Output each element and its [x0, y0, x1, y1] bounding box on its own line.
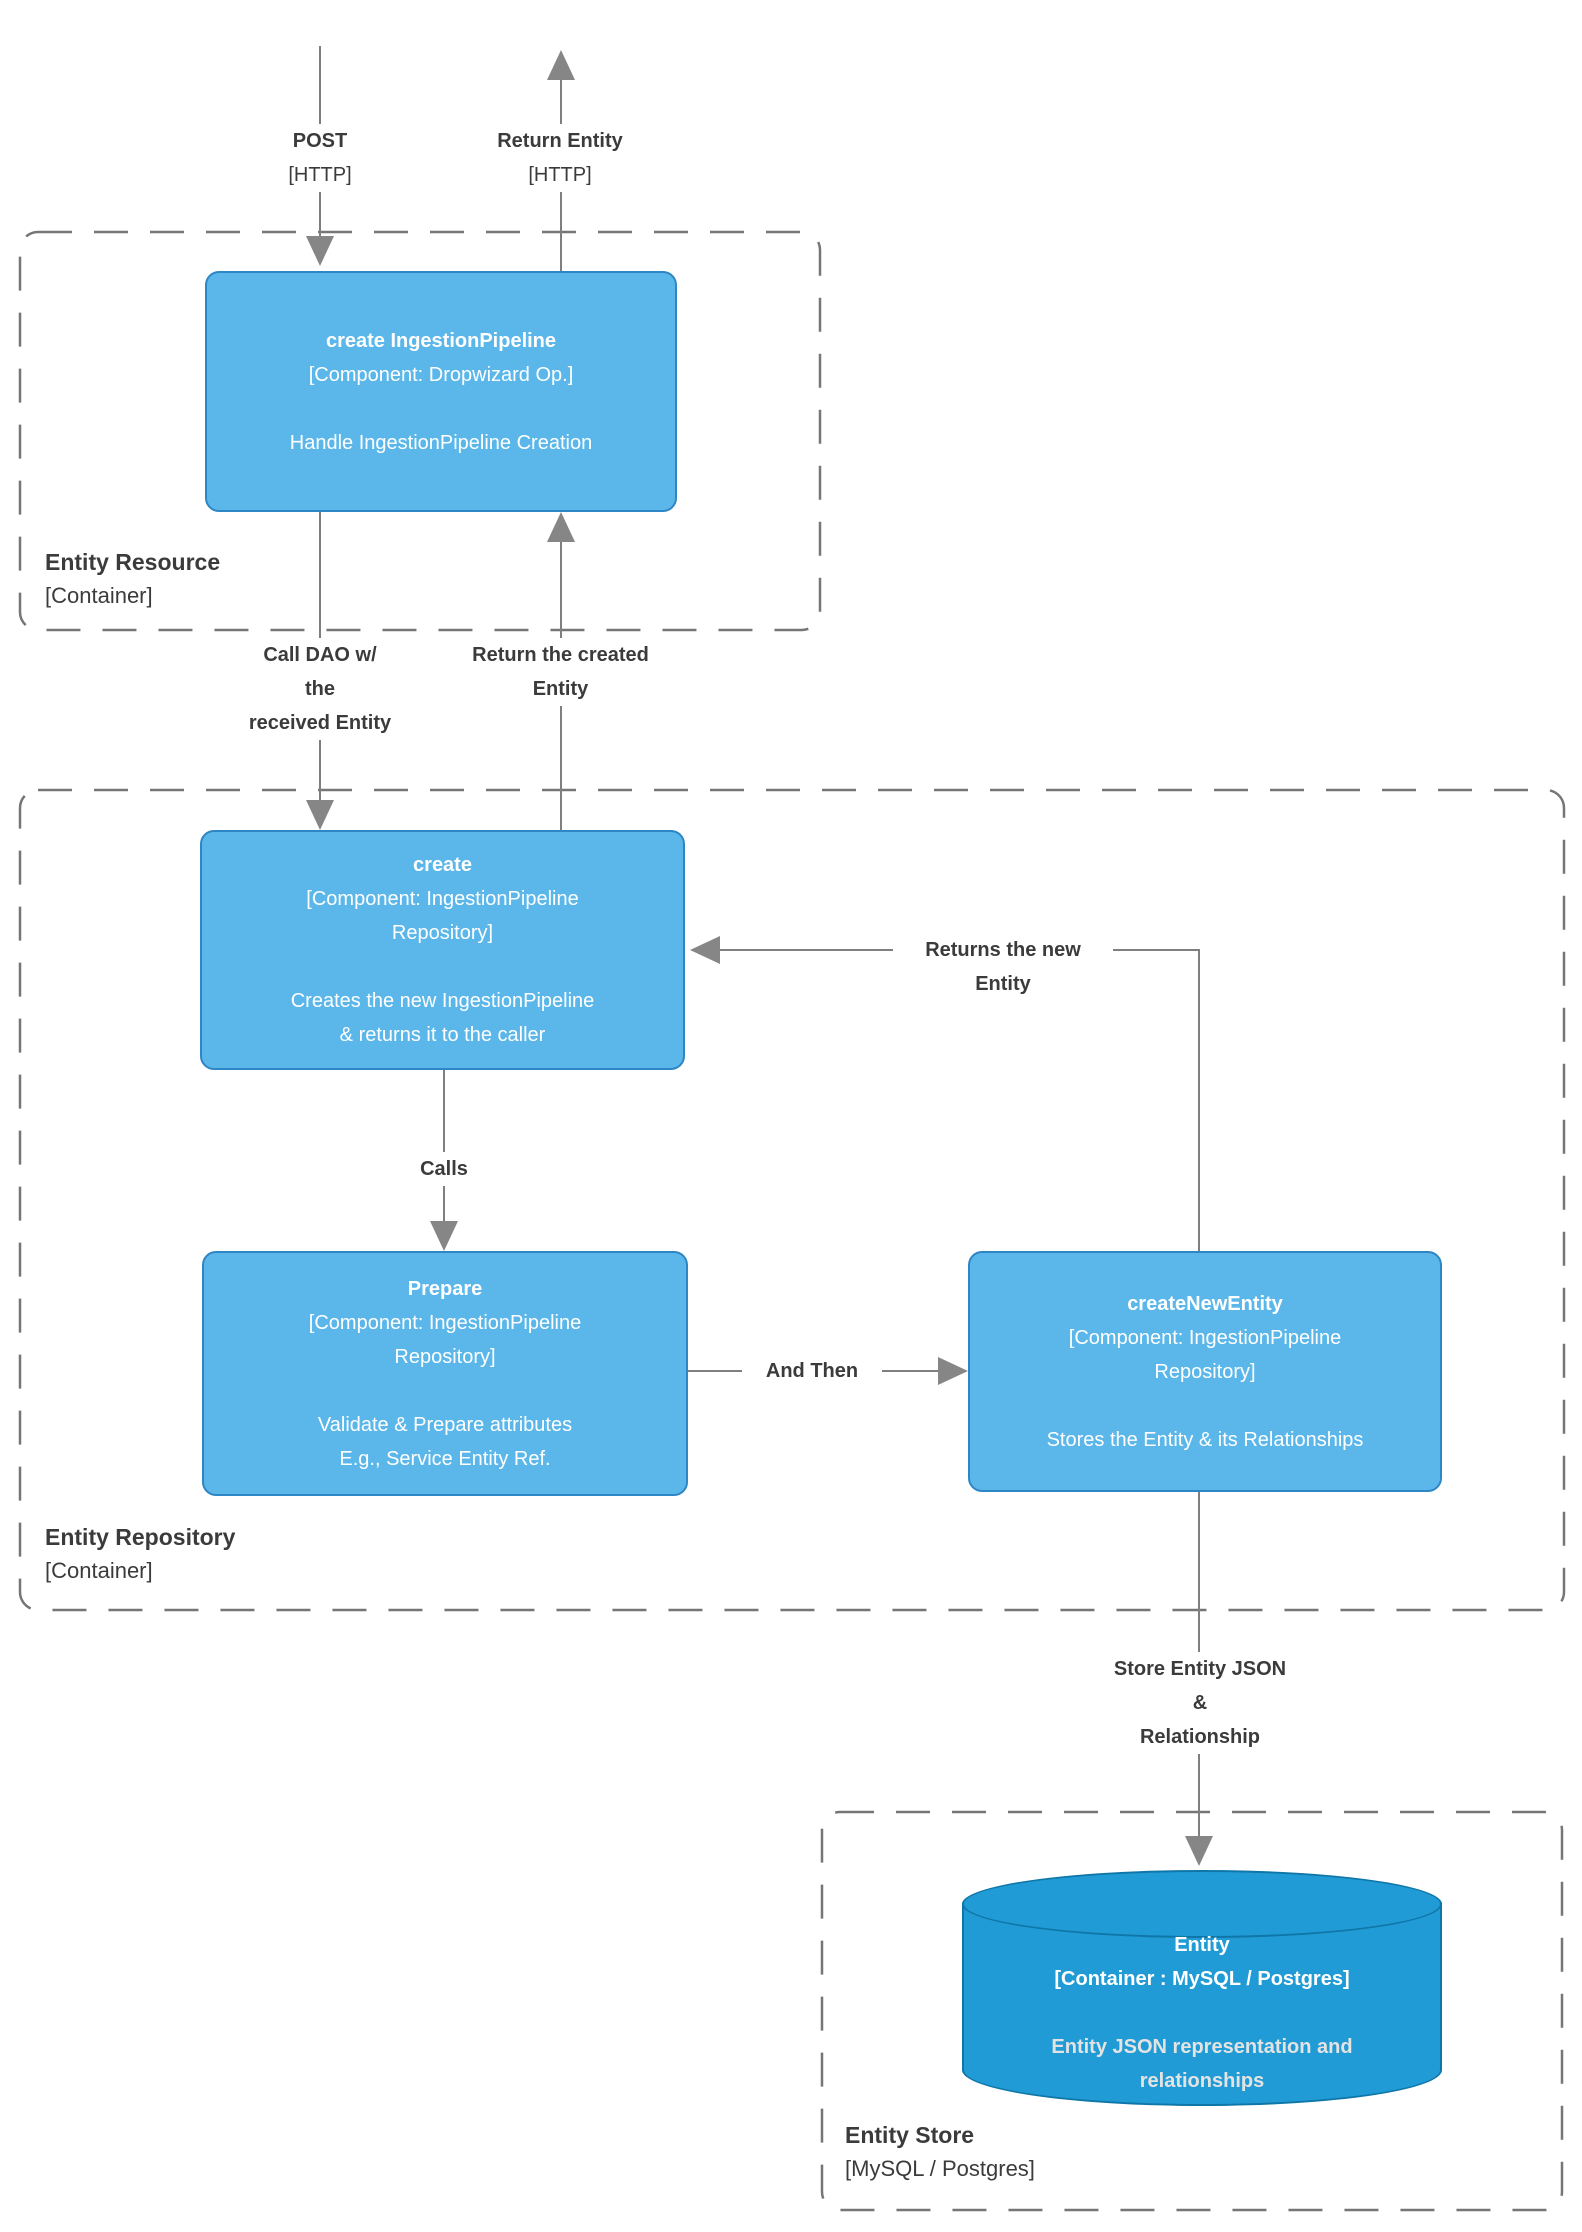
returns-new-arrowhead — [690, 936, 720, 964]
return-entity-edge-label-line1: Return Entity — [497, 130, 623, 152]
prepare-subtitle-line2: Repository] — [394, 1345, 496, 1368]
post-edge-label-line1: POST — [292, 130, 348, 152]
prepare-description-line1: Validate & Prepare attributes — [317, 1413, 573, 1436]
return-created-edge-label — [438, 638, 683, 706]
call-dao-edge-label — [212, 638, 428, 740]
call-dao-edge-label-line1: Call DAO w/ — [263, 644, 377, 666]
create-subtitle-line1: [Component: IngestionPipeline — [306, 888, 579, 910]
calls-arrowhead — [430, 1221, 458, 1251]
create-ingestion-pipeline-description: Handle IngestionPipeline Creation — [289, 431, 593, 454]
create-ingestion-pipeline-component — [205, 271, 677, 512]
prepare-subtitle-line1: [Component: IngestionPipeline — [308, 1311, 582, 1334]
entity-resource-type: [Container] — [45, 583, 153, 608]
and-then-edge-label: And Then — [742, 1354, 882, 1388]
entity-database-description-line1: Entity JSON representation and — [1051, 2036, 1353, 2058]
create-subtitle-line2: Repository] — [391, 922, 494, 944]
returns-new-edge-label-line1: Returns the new — [925, 939, 1081, 961]
create-new-entity-subtitle-line1: [Component: IngestionPipeline — [1068, 1326, 1342, 1349]
entity-store-type: [MySQL / Postgres] — [845, 2156, 1035, 2181]
return-created-edge-label-line2: Entity — [532, 678, 589, 700]
entity-resource-label — [45, 545, 220, 613]
entity-database-spacer — [972, 1996, 1432, 2030]
call-dao-edge-label-line2: the — [305, 678, 335, 700]
prepare-spacer — [214, 1374, 676, 1408]
create-new-entity-component — [968, 1251, 1442, 1492]
create-new-entity-description: Stores the Entity & its Relationships — [1046, 1428, 1364, 1451]
entity-database-description-line2: relationships — [1139, 2070, 1265, 2092]
create-title: create — [413, 854, 472, 876]
call-dao-edge-label-line3: received Entity — [248, 712, 392, 734]
prepare-description-line2: E.g., Service Entity Ref. — [339, 1447, 551, 1470]
return-entity-arrowhead — [547, 50, 575, 80]
entity-database-subtitle: [Container : MySQL / Postgres] — [1054, 1968, 1350, 1990]
entity-repository-name: Entity Repository — [45, 1524, 236, 1550]
entity-store-name: Entity Store — [845, 2122, 975, 2148]
entity-repository-label — [45, 1520, 235, 1588]
and-then-arrowhead — [938, 1357, 968, 1385]
entity-repository-type: [Container] — [45, 1558, 153, 1583]
create-spacer — [212, 950, 673, 984]
returns-new-vline — [1198, 949, 1200, 1251]
call-dao-arrowhead — [306, 800, 334, 830]
return-created-arrowhead — [547, 512, 575, 542]
returns-new-edge-label — [893, 933, 1113, 1001]
return-entity-edge-label-line2: [HTTP] — [528, 164, 592, 186]
store-json-edge-label-line1: Store Entity JSON — [1113, 1658, 1287, 1680]
create-new-entity-title: createNewEntity — [1127, 1292, 1283, 1315]
store-json-edge-label-line2: & — [1192, 1692, 1208, 1714]
calls-line — [443, 1070, 445, 1221]
entity-database-title: Entity — [1174, 1934, 1230, 1956]
create-description-line2: & returns it to the caller — [339, 1024, 546, 1046]
entity-database-text — [972, 1928, 1432, 2098]
create-new-entity-subtitle-line2: Repository] — [1154, 1360, 1256, 1383]
create-ingestion-pipeline-spacer — [217, 392, 665, 426]
create-new-entity-spacer — [980, 1389, 1430, 1423]
store-json-arrowhead — [1185, 1836, 1213, 1866]
return-created-edge-label-line1: Return the created — [472, 644, 649, 666]
entity-store-label — [845, 2118, 1035, 2186]
create-component — [200, 830, 685, 1070]
create-description-line1: Creates the new IngestionPipeline — [290, 990, 595, 1012]
create-ingestion-pipeline-title: create IngestionPipeline — [325, 329, 557, 352]
calls-edge-label: Calls — [384, 1152, 504, 1186]
create-ingestion-pipeline-subtitle: [Component: Dropwizard Op.] — [308, 363, 574, 386]
returns-new-edge-label-line2: Entity — [975, 973, 1031, 995]
post-arrowhead — [306, 236, 334, 266]
return-entity-edge-label — [455, 124, 665, 192]
entity-resource-name: Entity Resource — [45, 549, 221, 575]
prepare-component — [202, 1251, 688, 1496]
store-json-edge-label — [1080, 1652, 1320, 1754]
store-json-edge-label-line3: Relationship — [1139, 1726, 1260, 1748]
post-edge-label — [240, 124, 400, 192]
prepare-title: Prepare — [407, 1277, 483, 1300]
post-edge-label-line2: [HTTP] — [288, 164, 352, 186]
